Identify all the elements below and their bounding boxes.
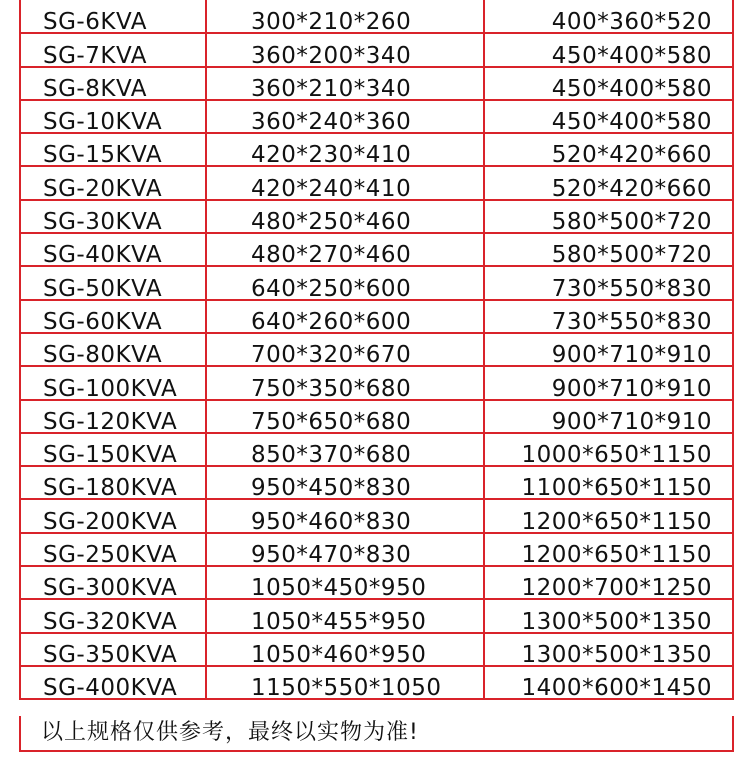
table-row: [20, 533, 733, 566]
model-cell: [20, 33, 206, 69]
model-cell: [20, 599, 206, 635]
package-dimension-text: 1200*650*1150: [521, 542, 712, 569]
model-text: SG-200KVA: [43, 508, 178, 535]
dimension-cell: [206, 67, 484, 100]
package-dimension-text: 450*400*580: [551, 75, 712, 102]
package-dimension-text: 1300*500*1350: [521, 641, 712, 668]
package-dimension-text: 1100*650*1150: [521, 475, 712, 502]
dimension-text: 700*320*670: [251, 342, 412, 369]
table-row: [20, 200, 733, 233]
model-text: SG-300KVA: [43, 575, 178, 602]
model-cell: [20, 0, 206, 36]
model-cell: [20, 133, 206, 169]
model-text: SG-180KVA: [43, 475, 178, 502]
package-dimension-text: 520*420*660: [551, 175, 712, 202]
package-dimension-text: 1300*500*1350: [521, 608, 712, 635]
model-cell: [20, 466, 206, 502]
package-dimension-cell: [484, 233, 733, 269]
package-dimension-cell: [484, 666, 733, 702]
package-dimension-text: 580*500*720: [551, 209, 712, 236]
package-dimension-cell: [484, 333, 733, 369]
package-dimension-cell: [484, 599, 733, 635]
package-dimension-cell: [484, 200, 733, 236]
package-dimension-text: 1000*650*1150: [521, 442, 712, 469]
package-dimension-text: 1200*650*1150: [521, 508, 712, 535]
table-row: [20, 67, 733, 100]
package-dimension-text: 400*360*520: [551, 9, 712, 36]
dimension-text: 950*450*830: [251, 475, 412, 502]
dimension-cell: [206, 0, 484, 36]
dimension-cell: [206, 266, 484, 302]
package-dimension-cell: [484, 400, 733, 433]
model-cell: [20, 433, 206, 469]
dimension-text: 480*250*460: [251, 209, 412, 236]
table-row: [20, 233, 733, 266]
dimension-cell: [206, 633, 484, 666]
dimension-text: 750*650*680: [251, 408, 412, 435]
table-row: [20, 433, 733, 466]
model-text: SG-400KVA: [43, 675, 178, 702]
package-dimension-text: 520*420*660: [551, 142, 712, 169]
dimension-text: 640*250*600: [251, 275, 412, 302]
table-row: [20, 366, 733, 399]
dimension-text: 1050*460*950: [251, 641, 427, 668]
model-cell: [20, 300, 206, 333]
package-dimension-text: 450*400*580: [551, 42, 712, 69]
dimension-text: 300*210*260: [251, 9, 412, 36]
dimension-cell: [206, 200, 484, 236]
table-row: [20, 633, 733, 666]
model-text: SG-40KVA: [43, 242, 163, 269]
package-dimension-text: 1400*600*1450: [521, 675, 712, 702]
model-cell: [20, 67, 206, 100]
package-dimension-cell: [484, 166, 733, 202]
package-dimension-text: 1200*700*1250: [521, 575, 712, 602]
table-row: [20, 0, 733, 33]
model-text: SG-350KVA: [43, 641, 178, 668]
model-cell: [20, 233, 206, 269]
table-row: [20, 400, 733, 433]
model-cell: [20, 100, 206, 136]
package-dimension-cell: [484, 133, 733, 169]
table-row: [20, 333, 733, 366]
table-row: [20, 266, 733, 299]
model-cell: [20, 333, 206, 369]
package-dimension-cell: [484, 433, 733, 469]
dimension-cell: [206, 566, 484, 602]
spec-table: [19, 0, 734, 700]
dimension-text: 750*350*680: [251, 375, 412, 402]
model-text: SG-6KVA: [43, 9, 147, 36]
package-dimension-cell: [484, 499, 733, 535]
model-text: SG-100KVA: [43, 375, 178, 402]
disclaimer-note: 以上规格仅供参考，最终以实物为准!: [19, 716, 734, 752]
model-text: SG-50KVA: [43, 275, 163, 302]
table-row: [20, 666, 733, 699]
dimension-cell: [206, 499, 484, 535]
model-cell: [20, 400, 206, 433]
model-cell: [20, 366, 206, 402]
model-cell: [20, 533, 206, 569]
dimension-cell: [206, 433, 484, 469]
package-dimension-cell: [484, 266, 733, 302]
model-cell: [20, 666, 206, 702]
model-text: SG-320KVA: [43, 608, 178, 635]
model-cell: [20, 266, 206, 302]
dimension-cell: [206, 233, 484, 269]
dimension-text: 640*260*600: [251, 308, 412, 335]
package-dimension-text: 580*500*720: [551, 242, 712, 269]
package-dimension-text: 900*710*910: [551, 342, 712, 369]
model-text: SG-120KVA: [43, 408, 178, 435]
model-cell: [20, 200, 206, 236]
package-dimension-cell: [484, 100, 733, 136]
model-cell: [20, 633, 206, 666]
dimension-text: 950*460*830: [251, 508, 412, 535]
dimension-text: 420*240*410: [251, 175, 412, 202]
model-text: SG-30KVA: [43, 209, 163, 236]
dimension-cell: [206, 300, 484, 333]
dimension-text: 360*240*360: [251, 109, 412, 136]
model-cell: [20, 566, 206, 602]
dimension-text: 360*210*340: [251, 75, 412, 102]
package-dimension-cell: [484, 466, 733, 502]
spec-table-body: [20, 0, 733, 702]
package-dimension-cell: [484, 633, 733, 666]
dimension-cell: [206, 400, 484, 433]
table-row: [20, 566, 733, 599]
dimension-text: 1150*550*1050: [251, 675, 442, 702]
table-row: [20, 300, 733, 333]
package-dimension-text: 730*550*830: [551, 275, 712, 302]
dimension-cell: [206, 333, 484, 369]
dimension-cell: [206, 599, 484, 635]
model-text: SG-8KVA: [43, 75, 147, 102]
dimension-text: 950*470*830: [251, 542, 412, 569]
dimension-text: 1050*450*950: [251, 575, 427, 602]
model-cell: [20, 166, 206, 202]
package-dimension-cell: [484, 67, 733, 100]
dimension-text: 1050*455*950: [251, 608, 427, 635]
dimension-cell: [206, 33, 484, 69]
table-row: [20, 599, 733, 632]
package-dimension-cell: [484, 300, 733, 333]
table-row: [20, 466, 733, 499]
model-text: SG-250KVA: [43, 542, 178, 569]
dimension-cell: [206, 533, 484, 569]
model-text: SG-60KVA: [43, 308, 163, 335]
package-dimension-text: 730*550*830: [551, 308, 712, 335]
model-cell: [20, 499, 206, 535]
package-dimension-text: 900*710*910: [551, 375, 712, 402]
package-dimension-cell: [484, 566, 733, 602]
package-dimension-text: 450*400*580: [551, 109, 712, 136]
dimension-text: 360*200*340: [251, 42, 412, 69]
table-row: [20, 499, 733, 532]
dimension-cell: [206, 133, 484, 169]
table-row: [20, 33, 733, 66]
dimension-cell: [206, 166, 484, 202]
dimension-text: 480*270*460: [251, 242, 412, 269]
package-dimension-text: 900*710*910: [551, 408, 712, 435]
model-text: SG-150KVA: [43, 442, 178, 469]
package-dimension-cell: [484, 33, 733, 69]
dimension-cell: [206, 100, 484, 136]
dimension-text: 850*370*680: [251, 442, 412, 469]
model-text: SG-10KVA: [43, 109, 163, 136]
model-text: SG-15KVA: [43, 142, 163, 169]
table-row: [20, 100, 733, 133]
package-dimension-cell: [484, 0, 733, 36]
table-row: [20, 133, 733, 166]
dimension-cell: [206, 466, 484, 502]
dimension-cell: [206, 366, 484, 402]
model-text: SG-7KVA: [43, 42, 147, 69]
model-text: SG-80KVA: [43, 342, 163, 369]
dimension-cell: [206, 666, 484, 702]
package-dimension-cell: [484, 533, 733, 569]
package-dimension-cell: [484, 366, 733, 402]
table-row: [20, 166, 733, 199]
dimension-text: 420*230*410: [251, 142, 412, 169]
model-text: SG-20KVA: [43, 175, 163, 202]
